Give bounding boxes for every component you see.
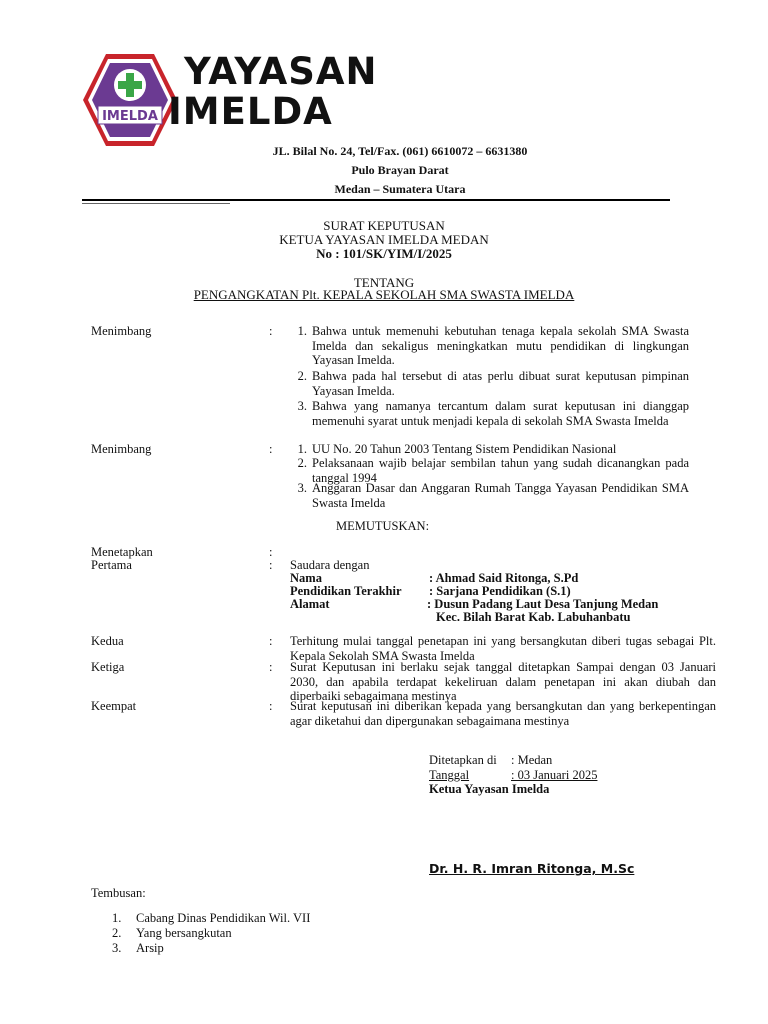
doc-title-issuer: KETUA YAYASAN IMELDA MEDAN	[279, 232, 489, 247]
list-number: 2.	[297, 369, 307, 383]
alamat-label: Alamat	[290, 597, 330, 611]
nama-label: Nama	[290, 571, 322, 585]
kedua-label: Kedua	[91, 634, 124, 648]
pendidikan-label: Pendidikan Terakhir	[290, 584, 402, 598]
doc-subject: PENGANGKATAN Plt. KEPALA SEKOLAH SMA SWASTA IMELDA	[193, 287, 575, 302]
list-item: Anggaran Dasar dan Anggaran Rumah Tangga Yayasan Pendidikan SMA Swasta Imelda	[312, 481, 689, 510]
colon: :	[269, 660, 273, 674]
jabatan: Ketua Yayasan Imelda	[429, 782, 550, 796]
header-divider	[82, 199, 670, 201]
colon: :	[269, 545, 273, 559]
menimbang-label-2: Menimbang	[91, 442, 152, 456]
menimbang-label-1: Menimbang	[91, 324, 152, 338]
keempat-text: Surat keputusan ini diberikan kepada yang bersangkutan dan yang berkepentingan agar diketahui dan dipergunakan sebagaimana mestinya	[290, 699, 716, 728]
kedua-text: Terhitung mulai tanggal penetapan ini yang bersangkutan diberi tugas sebagai Plt. Kepala Sekolah SMA Swasta Imelda	[290, 634, 716, 663]
list-number: 1.	[297, 324, 307, 338]
list-item: UU No. 20 Tahun 2003 Tentang Sistem Pendidikan Nasional	[312, 442, 617, 456]
ketiga-label: Ketiga	[91, 660, 125, 674]
menetapkan-label: Menetapkan	[91, 545, 153, 559]
cc-item: Arsip	[136, 941, 164, 955]
imelda-logo	[82, 52, 178, 148]
list-item: Bahwa yang namanya tercantum dalam surat keputusan ini dianggap memenuhi syarat untuk menjadi kepala di sekolah SMA Swasta Imelda	[312, 399, 689, 428]
cc-number: 3.	[112, 941, 122, 955]
pendidikan-value: : Sarjana Pendidikan (S.1)	[429, 584, 571, 598]
address-line-3: Medan – Sumatera Utara	[334, 182, 466, 196]
org-name-line2: IMELDA	[168, 90, 333, 133]
pertama-label: Pertama	[91, 558, 132, 572]
header-divider-thin	[82, 203, 230, 204]
tanggal-label: Tanggal	[429, 768, 470, 782]
list-item: Pelaksanaan wajib belajar sembilan tahun yang sudah dicanangkan pada tanggal 1994	[312, 456, 689, 485]
tentang-label: TENTANG	[353, 275, 415, 290]
cc-number: 1.	[112, 911, 122, 925]
list-item: Bahwa pada hal tersebut di atas perlu dibuat surat keputusan pimpinan Yayasan Imelda.	[312, 369, 689, 398]
cc-number: 2.	[112, 926, 122, 940]
pertama-intro: Saudara dengan	[290, 558, 370, 572]
colon: :	[269, 699, 273, 713]
colon: :	[269, 634, 273, 648]
ditetapkan-label: Ditetapkan di	[429, 753, 497, 767]
tembusan-label: Tembusan:	[91, 886, 146, 900]
alamat-value-2: Kec. Bilah Barat Kab. Labuhanbatu	[436, 610, 631, 624]
keempat-label: Keempat	[91, 699, 137, 713]
colon: :	[269, 324, 273, 338]
cc-item: Yang bersangkutan	[136, 926, 232, 940]
logo-text: IMELDA	[102, 109, 158, 124]
org-name-line1: YAYASAN	[184, 50, 378, 93]
list-item: Bahwa untuk memenuhi kebutuhan tenaga kepala sekolah SMA Swasta Imelda dan sekaligus meningkatkan mutu pendidikan di lingkungan Yayasan Imelda.	[312, 324, 689, 367]
cc-item: Cabang Dinas Pendidikan Wil. VII	[136, 911, 311, 925]
list-number: 3.	[297, 399, 307, 413]
doc-title: SURAT KEPUTUSAN	[323, 218, 445, 233]
tanggal-value: : 03 Januari 2025	[511, 768, 598, 782]
list-number: 3.	[297, 481, 307, 495]
list-number: 2.	[297, 456, 307, 470]
signatory-name: Dr. H. R. Imran Ritonga, M.Sc	[429, 861, 635, 876]
address-line-1: JL. Bilal No. 24, Tel/Fax. (061) 6610072 – 6631380	[272, 144, 528, 158]
doc-number: No : 101/SK/YIM/I/2025	[316, 246, 452, 261]
nama-value: : Ahmad Said Ritonga, S.Pd	[429, 571, 579, 585]
org-name	[168, 50, 378, 133]
colon: :	[269, 442, 273, 456]
alamat-value-1: : Dusun Padang Laut Desa Tanjung Medan	[427, 597, 659, 611]
list-number: 1.	[297, 442, 307, 456]
colon: :	[269, 558, 273, 572]
ditetapkan-value: : Medan	[511, 753, 553, 767]
ketiga-text: Surat Keputusan ini berlaku sejak tanggal ditetapkan Sampai dengan 03 Januari 2030, dan apabila terdapat kekeliruan dalam penetapan ini akan diubah dan diperbaiki sebagaimana mestinya	[290, 660, 716, 703]
address-line-2: Pulo Brayan Darat	[351, 163, 449, 177]
memutuskan-heading: MEMUTUSKAN:	[336, 519, 430, 533]
